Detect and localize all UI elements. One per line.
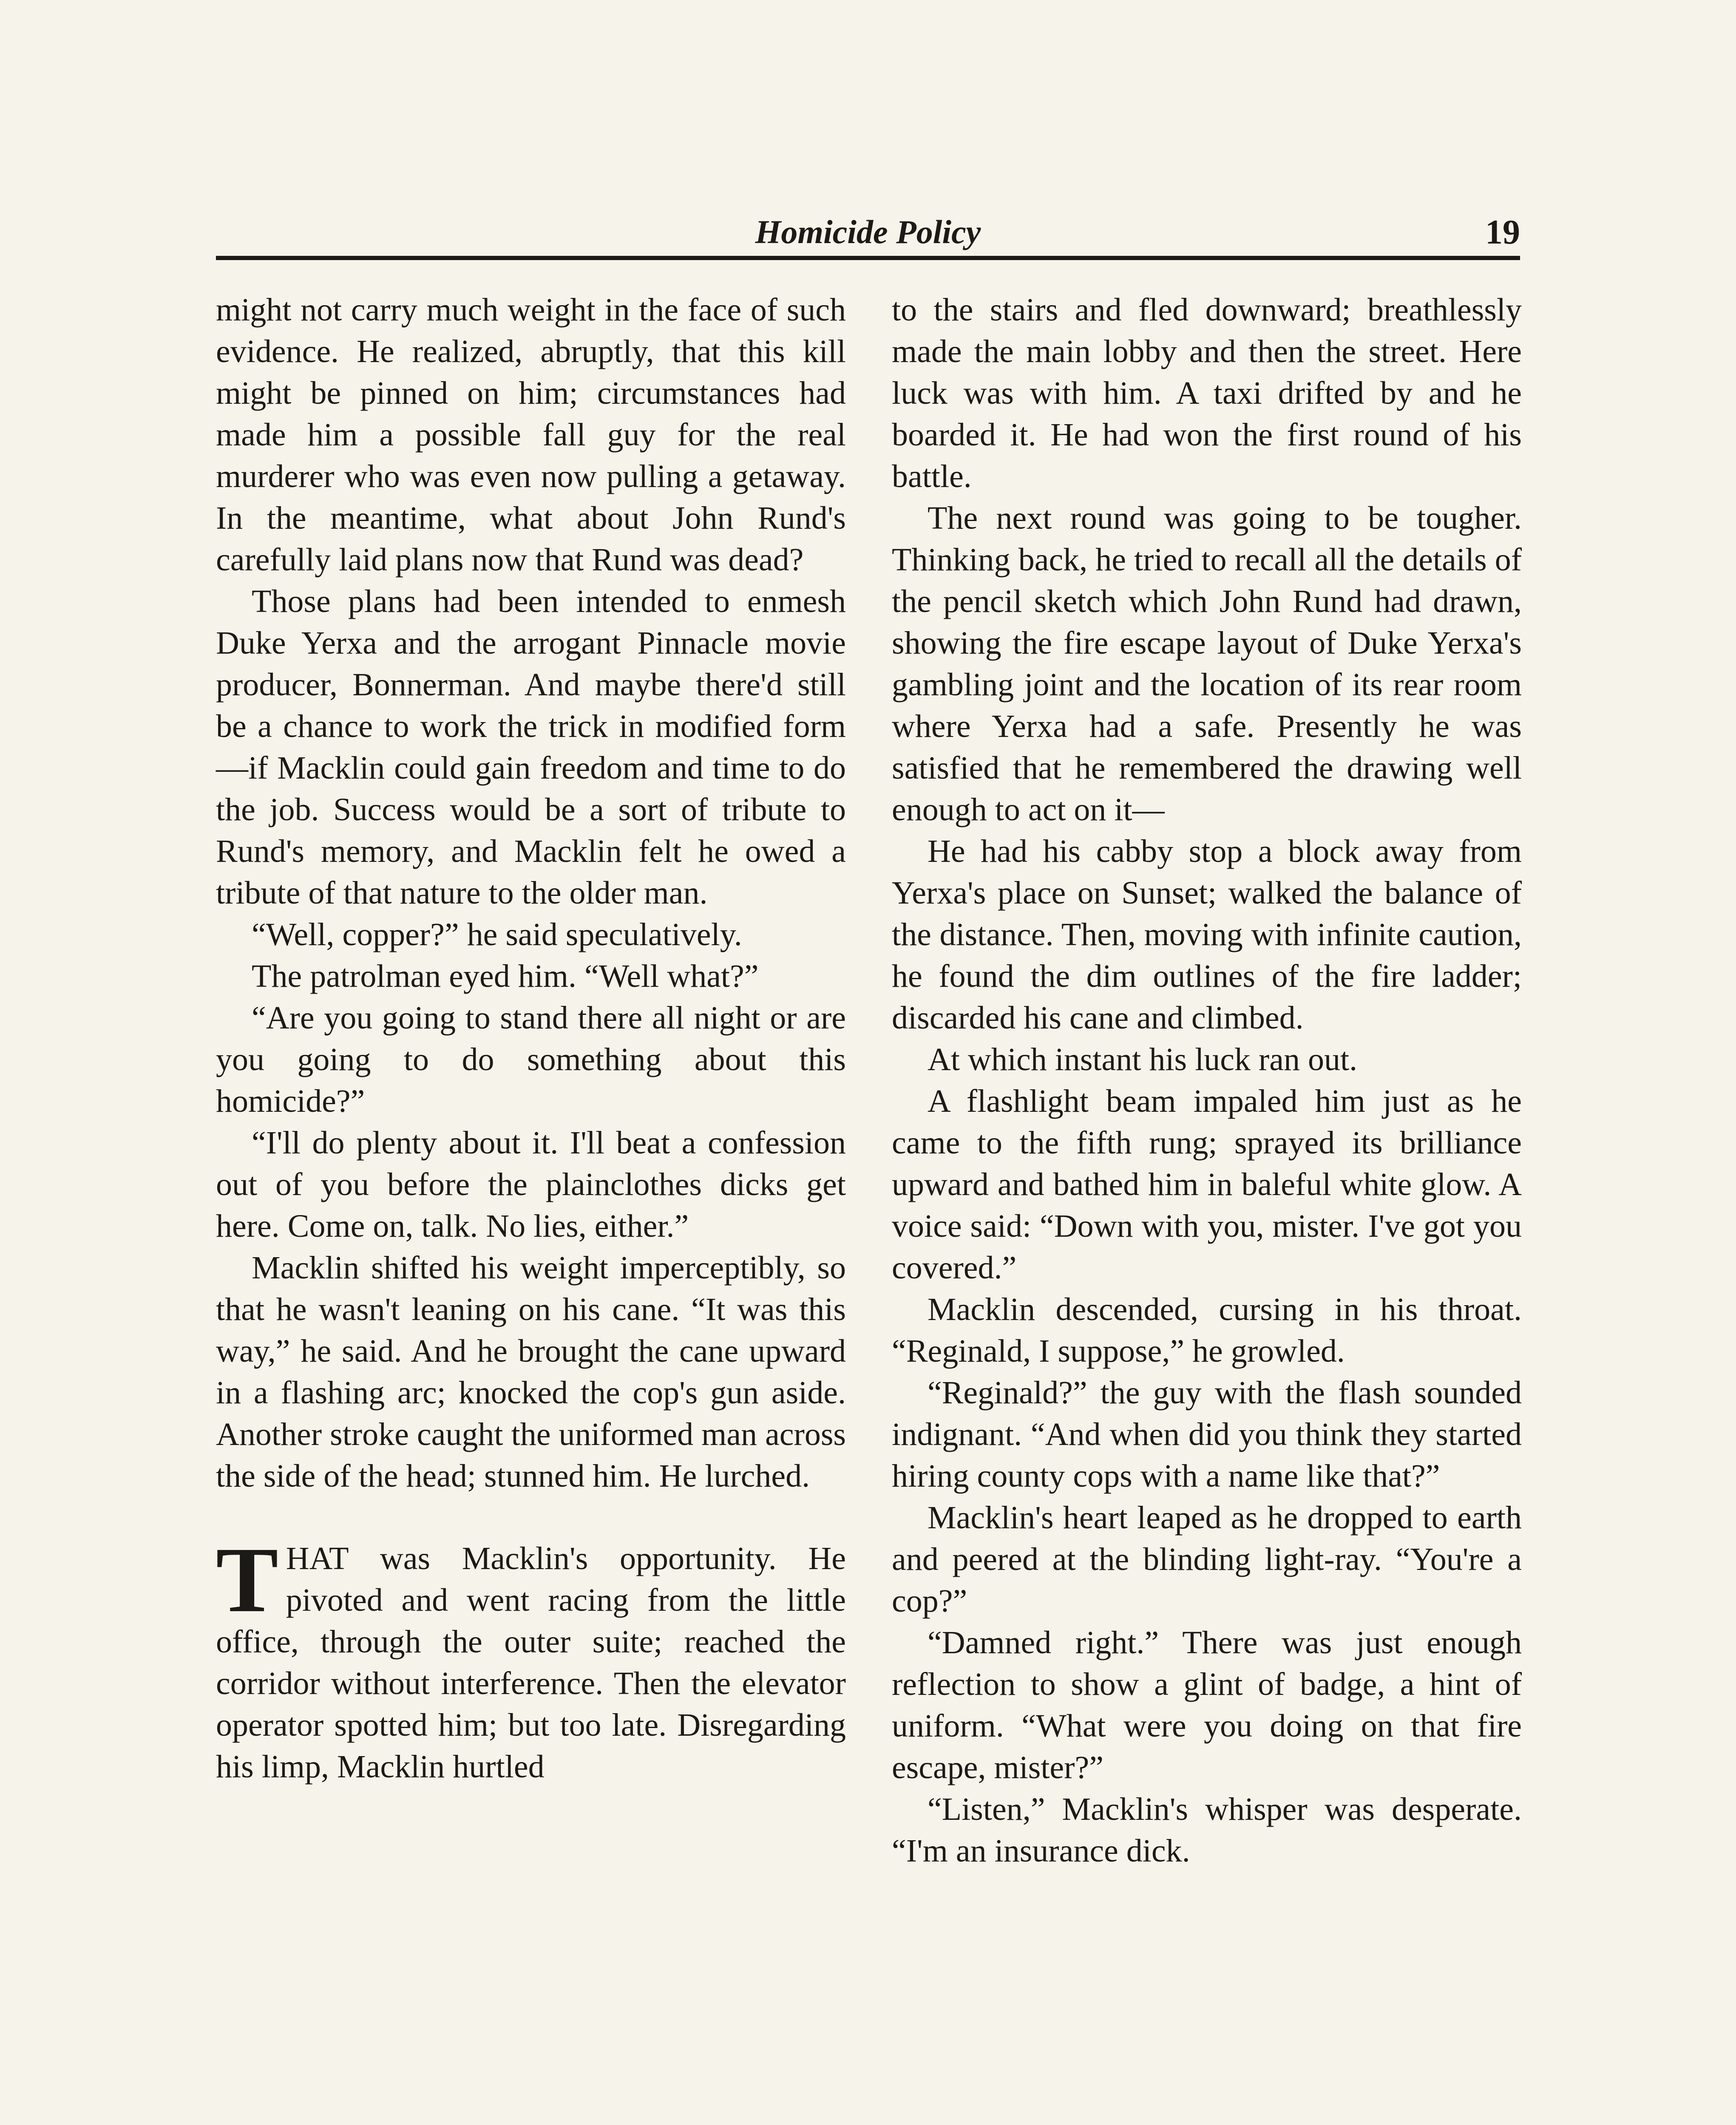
paragraph: to the stairs and fled downward; breathlessly made the main lobby and then the street. Here luck was with him. A taxi drifted by and he boarded it. He had won the first round of his battle. bbox=[892, 292, 1522, 494]
left-column bbox=[216, 289, 846, 1788]
paragraph: A flashlight beam impaled him just as he came to the fifth rung; sprayed its brilliance upward and bathed him in baleful white glow. A voice said: “Down with you, mister. I've got you covered.” bbox=[892, 1083, 1522, 1286]
paragraph: Those plans had been intended to enmesh Duke Yerxa and the arrogant Pinnacle movie producer, Bonnerman. And maybe there'd still be a chance to work the trick in modified form—if Macklin could gain freedom and time to do the job. Success would be a sort of tribute to Rund's memory, and Macklin felt he owed a tribute of that nature to the older man. bbox=[216, 584, 846, 911]
paragraph: might not carry much weight in the face of such evidence. He realized, abruptly, that this kill might be pinned on him; circumstances had made him a possible fall guy for the real murderer who was even now pulling a getaway. In the meantime, what about John Rund's carefully laid plans now that Rund was dead? bbox=[216, 292, 846, 578]
paragraph-text: HAT was Macklin's opportunity. He pivoted and went racing from the little office, through the outer suite; reached the corridor without interference. Then the elevator operator spotted him; but too late. Disregarding his limp, Macklin hurtled bbox=[216, 1541, 846, 1785]
paragraph: Macklin descended, cursing in his throat. “Reginald, I suppose,” he growled. bbox=[892, 1292, 1522, 1369]
section-opening-paragraph bbox=[216, 1528, 846, 1788]
paragraph: The next round was going to be tougher. Thinking back, he tried to recall all the details of the pencil sketch which John Rund had drawn, showing the fire escape layout of Duke Yerxa's gambling joint and the location of its rear room where Yerxa had a safe. Presently he was satisfied that he remembered the drawing well enough to act on it— bbox=[892, 500, 1522, 827]
drop-cap: T bbox=[216, 1528, 278, 1632]
header-rule bbox=[216, 256, 1520, 260]
right-column bbox=[892, 289, 1522, 1872]
paragraph: “Well, copper?” he said speculatively. bbox=[252, 917, 742, 952]
running-header bbox=[216, 211, 1520, 253]
page-number: 19 bbox=[1485, 212, 1520, 251]
paragraph: “Are you going to stand there all night or are you going to do something about this homicide?” bbox=[216, 1000, 846, 1119]
paragraph: “Damned right.” There was just enough reflection to show a glint of badge, a hint of uniform. “What were you doing on that fire escape, mister?” bbox=[892, 1625, 1522, 1785]
paragraph: “Reginald?” the guy with the flash sounded indignant. “And when did you think they started hiring county cops with a name like that?” bbox=[892, 1375, 1522, 1494]
paragraph: “Listen,” Macklin's whisper was desperate. “I'm an insurance dick. bbox=[892, 1791, 1522, 1869]
paragraph: Macklin's heart leaped as he dropped to earth and peered at the blinding light-ray. “You're a cop?” bbox=[892, 1500, 1522, 1619]
paragraph: “I'll do plenty about it. I'll beat a confession out of you before the plainclothes dicks get here. Come on, talk. No lies, either.” bbox=[216, 1125, 846, 1244]
paragraph: At which instant his luck ran out. bbox=[928, 1042, 1358, 1077]
paragraph: He had his cabby stop a block away from Yerxa's place on Sunset; walked the balance of the distance. Then, moving with infinite caution, he found the dim outlines of the fire ladder; discarded his cane and climbed. bbox=[892, 833, 1522, 1036]
paragraph: The patrolman eyed him. “Well what?” bbox=[252, 958, 759, 994]
running-title: Homicide Policy bbox=[755, 213, 981, 250]
paragraph: Macklin shifted his weight imperceptibly, so that he wasn't leaning on his cane. “It was this way,” he said. And he brought the cane upward in a flashing arc; knocked the cop's gun aside. Another stroke caught the uniformed man across the side of the head; stunned him. He lurched. bbox=[216, 1250, 846, 1494]
